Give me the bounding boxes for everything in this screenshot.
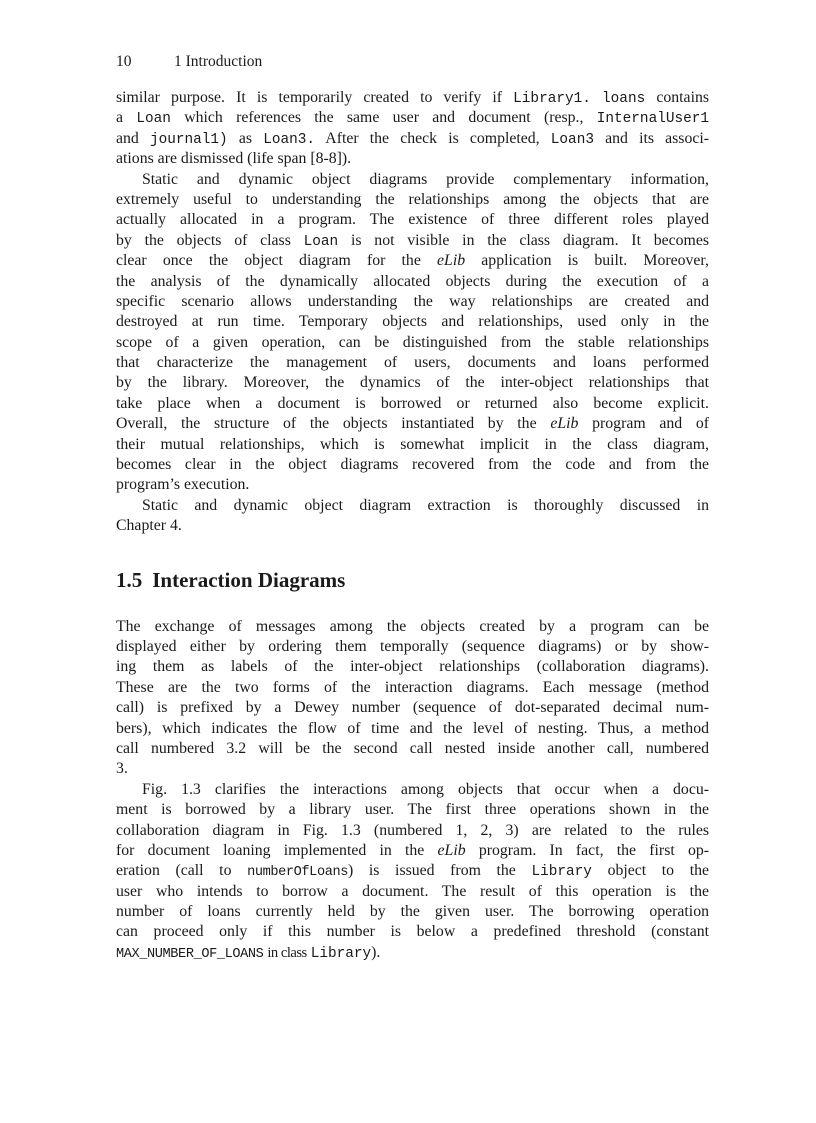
- text-line: extremely useful to understanding the relationships among the objects that are: [116, 190, 709, 208]
- page-body: [116, 88, 709, 963]
- text-line: for document loaning implemented in the eLib program. In fact, the first op-: [116, 841, 710, 859]
- text-line: specific scenario allows understanding the way relationships are created and: [116, 292, 709, 310]
- code-max-number-of-loans: MAX_NUMBER_OF_LOANS: [116, 946, 264, 962]
- code-loan: Loan: [136, 111, 171, 128]
- paragraph-2: [116, 170, 709, 496]
- text-line: Static and dynamic object diagram extraction is thoroughly discussed in: [142, 496, 709, 514]
- text-line: by the objects of class Loan is not visible in the class diagram. It becomes: [116, 231, 710, 250]
- paragraph-1: [116, 88, 709, 170]
- text-line: their mutual relationships, which is somewhat implicit in the class diagram,: [116, 435, 709, 453]
- code-library: Library: [310, 945, 372, 962]
- code-journal1: journal1): [149, 131, 228, 148]
- text-line: number of loans currently held by the given user. The borrowing operation: [116, 903, 709, 921]
- text-line: displayed either by ordering them temporally (sequence diagrams) or by show-: [116, 637, 709, 655]
- text-line: call numbered 3.2 will be the second call nested inside another call, numbered: [116, 739, 709, 757]
- text-line: scope of a given operation, can be distinguished from the stable relationships: [116, 333, 709, 351]
- text-line: becomes clear in the object diagrams recovered from the code and from the: [116, 456, 709, 474]
- section-heading: [116, 567, 709, 593]
- text-line: ment is borrowed by a library user. The first three operations shown in the: [116, 801, 709, 819]
- code-internaluser1: InternalUser1: [596, 111, 710, 128]
- paragraph-3: [116, 496, 709, 537]
- text-line: can proceed only if this number is below a predefined threshold (constant: [116, 923, 709, 941]
- text-line: by the library. Moreover, the dynamics of the inter-object relationships that: [116, 374, 709, 392]
- text-line: similar purpose. It is temporarily created to verify if Library1. loans contains: [116, 89, 710, 107]
- running-head: [116, 52, 262, 72]
- elib-term: eLib: [437, 252, 466, 270]
- elib-term: eLib: [550, 415, 579, 433]
- code-loan3: Loan3: [550, 131, 594, 148]
- code-numberofloans: numberOfLoans: [247, 865, 348, 881]
- text-line: a Loan which references the same user and document (resp., InternalUser1: [116, 109, 710, 128]
- code-loan3: Loan3.: [263, 131, 316, 148]
- text-line: take place when a document is borrowed or returned also become explicit.: [116, 394, 709, 412]
- text-line: that characterize the management of users, documents and loans performed: [116, 354, 709, 372]
- text-line: clear once the object diagram for the eLib application is built. Moreover,: [116, 252, 709, 270]
- section-title: Interaction Diagrams: [152, 567, 346, 592]
- text-line: actually allocated in a program. The existence of three different roles played: [116, 211, 709, 229]
- text-line: bers), which indicates the flow of time and the level of nesting. Thus, a method: [116, 719, 709, 737]
- text-line: eration (call to numberOfLoans) is issued from the Library object to the: [116, 862, 710, 881]
- text-line: These are the two forms of the interaction diagrams. Each message (method: [116, 678, 709, 696]
- text-line: program’s execution.: [116, 476, 250, 494]
- code-library1: Library1.: [513, 91, 591, 107]
- text-line: Static and dynamic object diagrams provide complementary information,: [142, 170, 709, 188]
- text-line: destroyed at run time. Temporary objects and relationships, used only in the: [116, 313, 709, 331]
- text-line: The exchange of messages among the objects created by a program can be: [116, 617, 709, 635]
- chapter-title: 1 Introduction: [174, 53, 263, 70]
- text-line: the analysis of the dynamically allocated objects during the execution of a: [116, 272, 709, 290]
- text-line: Overall, the structure of the objects instantiated by the eLib program and of: [116, 415, 709, 433]
- code-loan: Loan: [303, 233, 339, 250]
- text-line: ations are dismissed (life span [8-8]).: [116, 150, 352, 168]
- text-line: and journal1) as Loan3. After the check is completed, Loan3 and its associ-: [116, 129, 710, 148]
- page-number: 10: [116, 53, 132, 70]
- text-line: collaboration diagram in Fig. 1.3 (numbered 1, 2, 3) are related to the rules: [116, 821, 709, 839]
- text-line: Chapter 4.: [116, 517, 182, 535]
- code-loans: loans: [602, 91, 646, 107]
- text-line: MAX_NUMBER_OF_LOANS in class Library).: [116, 943, 381, 962]
- code-library: Library: [531, 864, 592, 881]
- paragraph-4: [116, 617, 709, 780]
- text-line: call) is prefixed by a Dewey number (sequence of dot-separated decimal num-: [116, 699, 709, 717]
- text-line: 3.: [116, 760, 128, 778]
- section-number: 1.5: [116, 567, 143, 592]
- text-line: user who intends to borrow a document. The result of this operation is the: [116, 882, 709, 900]
- text-line: Fig. 1.3 clarifies the interactions among objects that occur when a docu-: [142, 780, 709, 798]
- paragraph-5: [116, 780, 709, 964]
- elib-term: eLib: [437, 841, 466, 859]
- text-line: ing them as labels of the inter-object relationships (collaboration diagrams).: [116, 658, 709, 676]
